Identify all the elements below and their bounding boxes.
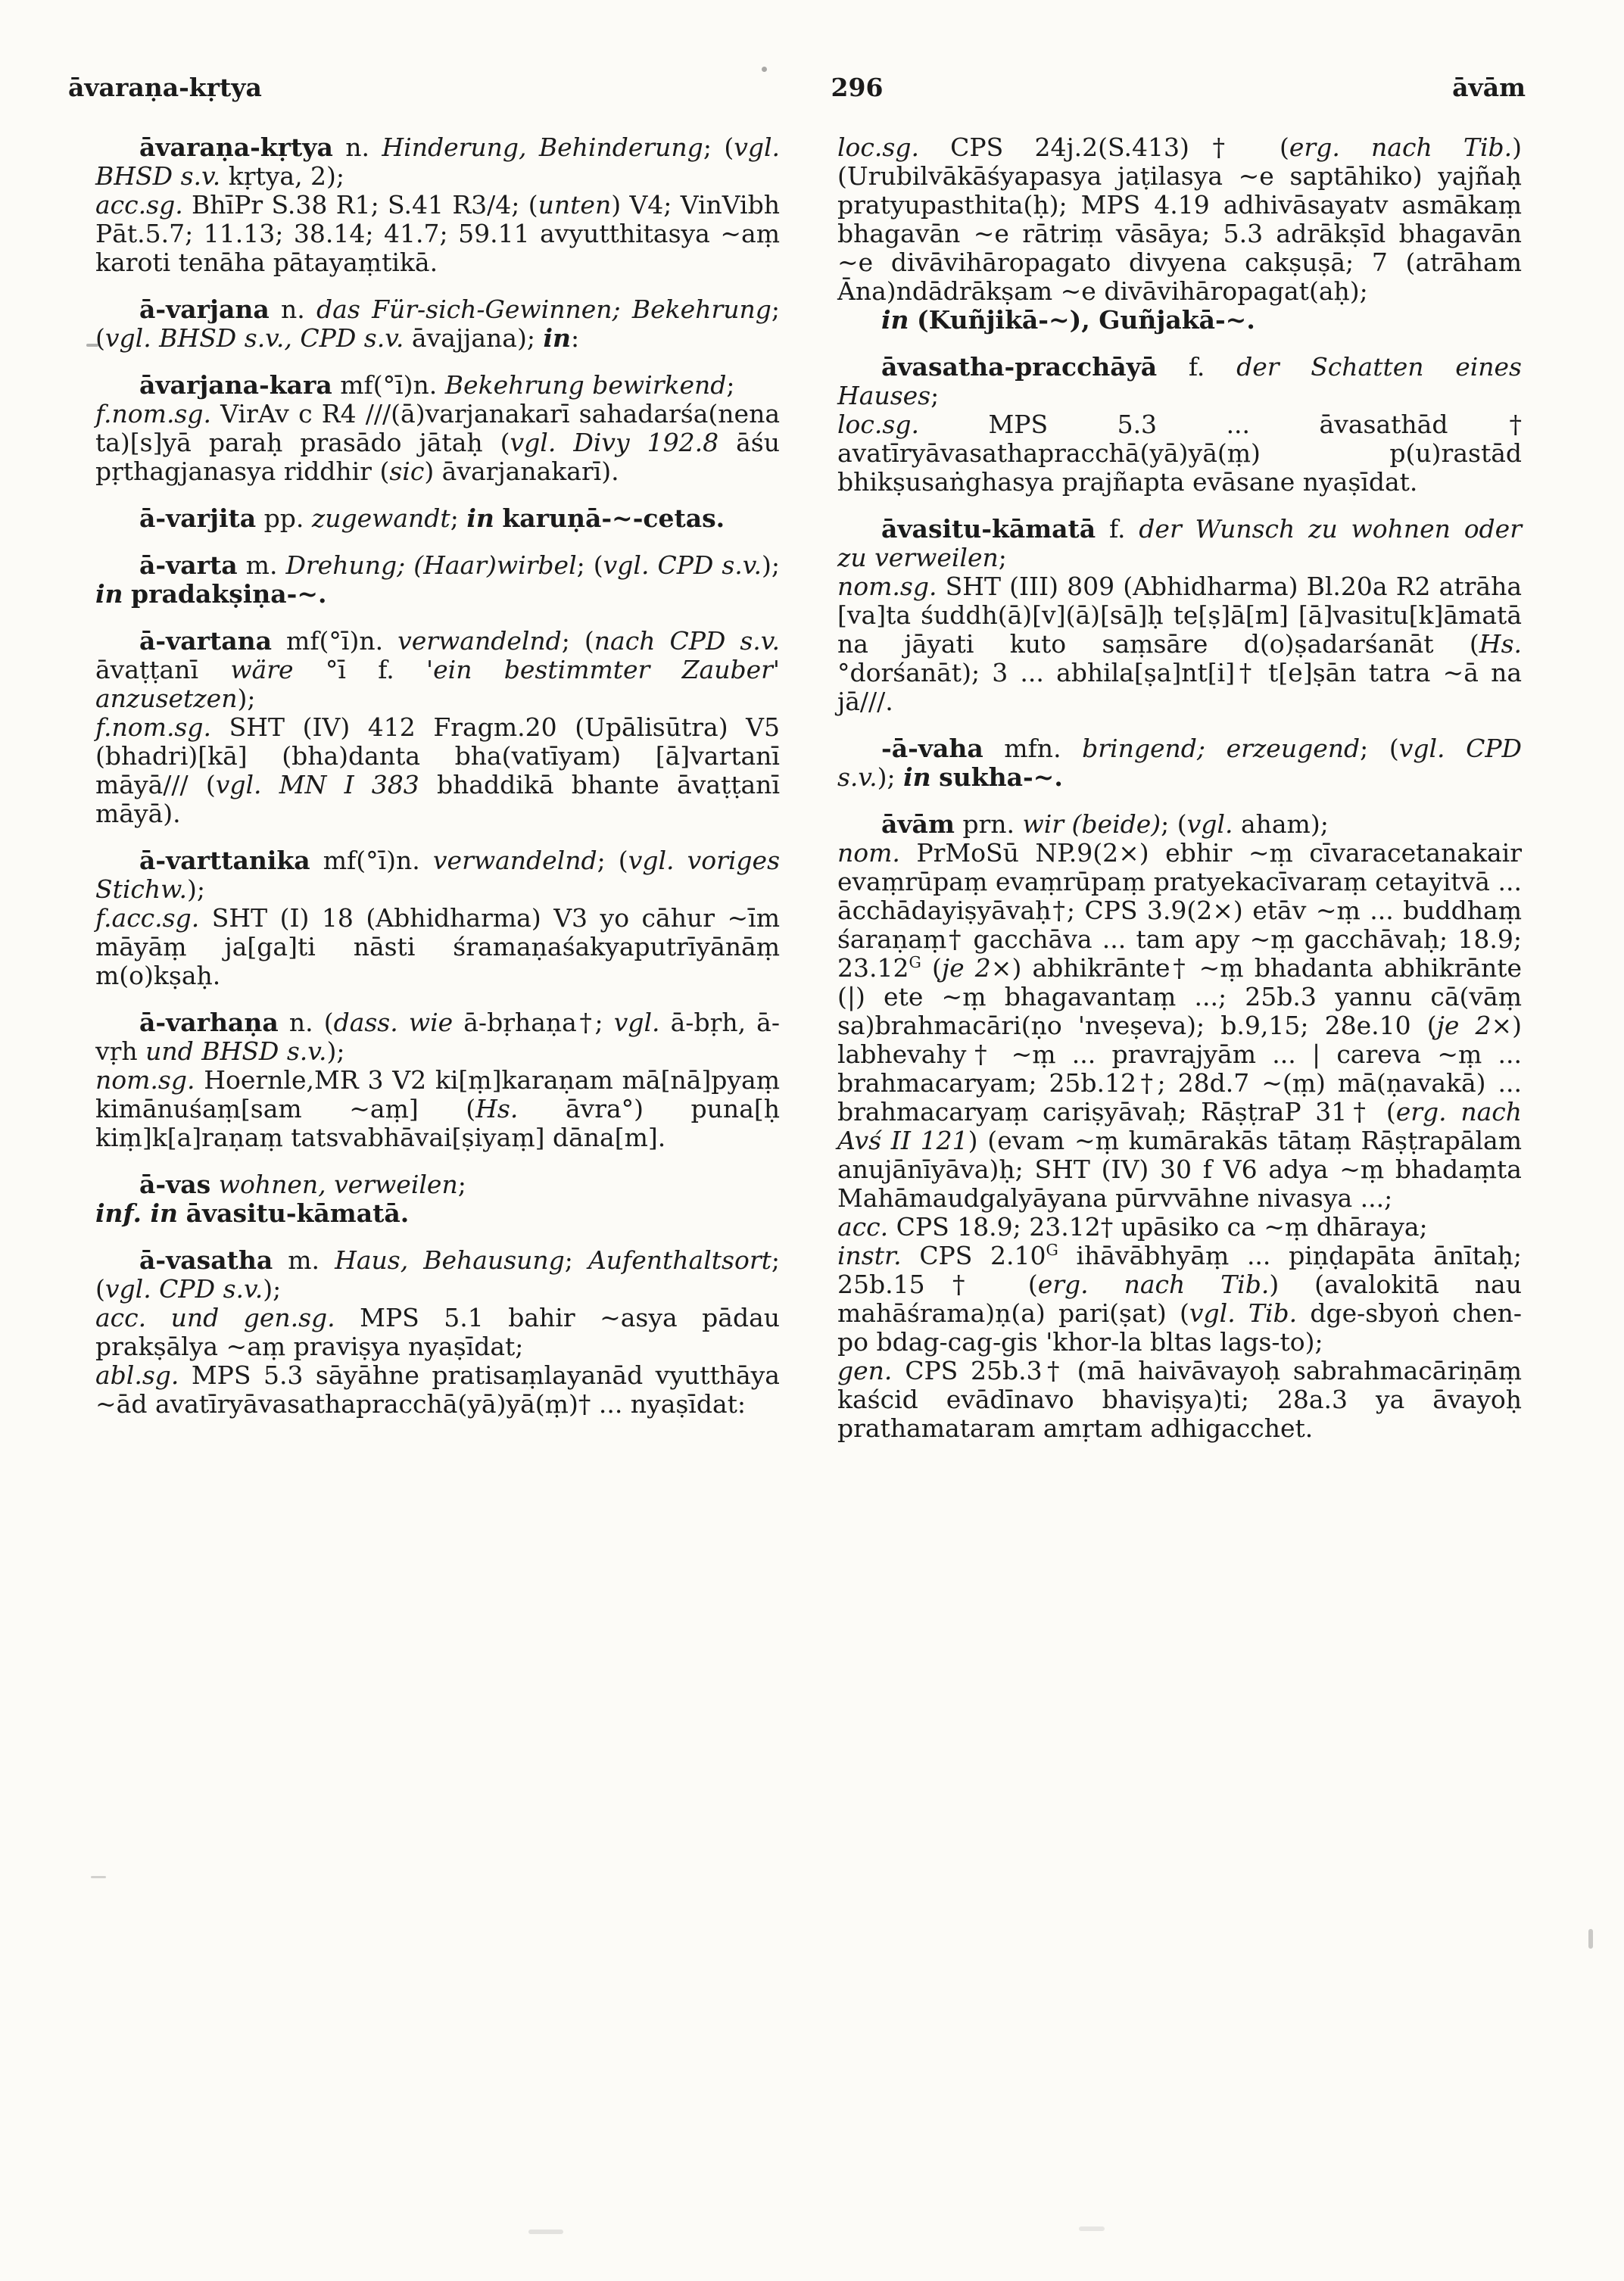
body-text: ); [326,1036,345,1066]
body-text: n. [269,294,317,324]
body-text: mf(°ī)n. [272,626,398,656]
grammar-label-text: und BHSD s.v. [145,1036,327,1066]
grammar-label-text: der Schatten eines Hauses [837,352,1522,410]
entry-avam-acc [837,1213,1522,1242]
grammar-label-text: sic [389,457,425,486]
entry-a-vasatha [95,1246,780,1304]
body-text [931,762,940,792]
grammar-label-text: dass. wie [333,1008,454,1037]
body-text: ; [450,503,467,533]
entry-a-vartana [95,627,780,713]
entry-a-vasatha-acc [95,1304,780,1361]
in-reference-label: in [543,323,571,353]
grammar-label-text: Aufenthaltsort [588,1245,771,1275]
body-text: ; [564,1245,588,1275]
grammar-label-text: Drehung; (Haar)wirbel [285,550,577,580]
body-text: pp. [256,503,312,533]
body-text: ) (evam ~ṃ kumārakās tātaṃ Rāṣṭrapālam anujānīyāva)ḥ; SHT (IV) 30 f V6 adya ~ṃ bhadaṃta Mahāmaudgalyāyana pūrvvāhne nivasya ...; [837,1126,1522,1213]
grammar-label-text: unten [538,190,612,220]
scan-artifact [86,344,98,347]
grammar-label-text: erg. nach Avś II 121 [837,1097,1522,1155]
entry-a-vasatha-in [837,306,1522,335]
body-text: n. ( [278,1008,334,1037]
body-text: dge-sbyoṅ chen-po bdag-cag-gis 'khor-la bltas lags-to); [837,1298,1523,1357]
body-text: aham); [1233,809,1329,839]
grammar-label-text: nom.sg. [837,572,937,601]
entry-a-vas [95,1170,780,1199]
headword-text: āvasitu-kāmatā. [185,1198,410,1228]
headword-text: āvasatha-pracchāyā [881,352,1158,382]
grammar-label-text: Hs. [1479,629,1522,659]
body-text: ); [263,1274,282,1304]
running-header [68,73,1526,102]
headword-text: pradakṣiṇa-~. [131,579,327,609]
headword-text: (Kuñjikā-~), Guñjakā-~. [917,305,1255,335]
headword-text: āvasitu-kāmatā [881,514,1096,544]
grammar-label-text: das Für-sich-Gewinnen; Bekehrung [316,294,771,324]
entry-a-varjita [95,504,780,533]
body-text: mf(°ī)n. [310,846,433,875]
body-text [178,1198,186,1228]
body-text: ) (avalokitā nau mahāśrama)ṇ(a) pari(ṣat) ( [837,1270,1522,1328]
body-text: ) V4; VinVibh Pāt.5.7; 11.13; 38.14; 41.7; 59.11 avyutthitasya ~aṃ karoti tenāha pātayaṃtikā. [95,190,780,277]
header-catchword-right: āvām [1452,73,1526,102]
body-text: ); [237,684,256,713]
headword-text: āvarjana-kara [139,370,332,400]
scan-artifact [1588,1929,1593,1949]
grammar-label-text: nom. [837,838,900,868]
entry-avarana-krtya [95,133,780,191]
entry-avarana-krtya-forms [95,191,780,277]
scan-artifact [762,67,767,72]
body-text: ; ( [597,846,628,875]
body-text [210,1170,219,1199]
grammar-label-text: nom.sg. [95,1065,195,1095]
entry-a-vasatha-loc [837,133,1522,306]
grammar-label-text: loc.sg. [837,132,919,162]
headword-text: ā-vas [139,1170,211,1199]
grammar-label-text: instr. [837,1241,902,1270]
in-reference-label: in [95,579,123,609]
in-reference-label: in [466,503,494,533]
body-text: BhīPr S.38 R1; S.41 R3/4; ( [182,190,538,220]
entry-a-varhana-forms [95,1066,780,1152]
body-text: m. [273,1245,335,1275]
body-text: ) āvarjanakarī). [424,457,619,486]
grammar-label-text: wohnen, verweilen [218,1170,458,1199]
body-text: ; [726,370,735,400]
entry-a-varjana [95,295,780,353]
entry-avam-nom [837,839,1522,1213]
grammar-label-text: vgl. CPD s.v. [104,1274,263,1304]
grammar-label-text: abl.sg. [95,1360,179,1390]
grammar-label-text: acc. [837,1212,889,1242]
body-text: prn. [954,809,1023,839]
in-reference-label: inf. in [95,1198,179,1228]
grammar-label-text: vgl. BHSD s.v., CPD s.v. [104,323,404,353]
body-text: SHT (I) 18 (Abhidharma) V3 yo cāhur ~īm māyāṃ ja[ga]ti nāsti śramaṇaśakyaputrīyānāṃ m(o)kṣaḥ. [95,903,780,990]
headword-text: ā-varjana [139,294,270,324]
entry-a-vartana-forms [95,713,780,828]
body-text: ā-bṛh, ā-vṛh [95,1008,780,1066]
grammar-label-text: loc.sg. [837,410,919,439]
body-text: SHT (IV) 412 Fragm.20 (Upālisūtra) V5 (bhadri)[kā] (bha)danta bha(vatīyam) [ā]vartanī māyā/// ( [95,712,780,799]
body-text: CPS 2.10 [901,1241,1046,1270]
body-text: bhaddikā bhante āvaṭṭanī māyā). [95,770,780,828]
body-text: Hoernle,MR 3 V2 ki[ṃ]karaṇam mā[nā]pyaṃ kimānuśaṃ[sam ~aṃ] ( [95,1065,780,1123]
entry-a-vaha [837,734,1522,792]
body-text: ; [457,1170,466,1199]
body-text: m. [237,550,286,580]
grammar-label-text: f.nom.sg. [95,399,211,428]
headword-text: ā-varttanika [139,846,310,875]
header-page-number: 296 [831,73,884,102]
body-text: CPS 18.9; 23.12† upāsiko ca ~ṃ dhāraya; [888,1212,1428,1242]
grammar-label-text: vgl. Tib. [1189,1298,1298,1328]
grammar-label-text: der Wunsch zu wohnen oder zu verweilen [837,514,1522,572]
grammar-label-text: vgl. [613,1008,660,1037]
grammar-label-text: verwandelnd [397,626,562,656]
grammar-label-text: acc. und gen.sg. [95,1303,335,1332]
scan-artifact [1079,2226,1105,2231]
body-text: ; ( [1360,734,1399,763]
grammar-label-text: bringend; erzeugend [1082,734,1361,763]
entry-a-varta [95,551,780,609]
grammar-label-text: Hinderung, Behinderung [382,132,703,162]
headword-text: ā-vasatha [139,1245,273,1275]
body-text: kṛtya, 2); [220,161,345,191]
headword-text: āvām [881,809,955,839]
grammar-label-text: Haus, Behausung [335,1245,565,1275]
body-text: ; ( [95,1245,780,1304]
grammar-label-text: zugewandt [311,503,450,533]
headword-text: ā-vartana [139,626,273,656]
entry-avam [837,810,1522,839]
grammar-label-text: gen. [837,1356,893,1385]
entry-a-vasatha-abl [95,1361,780,1419]
body-text: PrMoSū NP.9(2×) ebhir ~ṃ cīvaracetanakair evaṃrūpaṃ evaṃrūpaṃ pratyekacīvaraṃ cetayitvā ... ācchādayiṣyāvaḥ†; CPS 3.9(2×) etāv ~ṃ ... buddhaṃ śaraṇaṃ† gacchāva ... tam apy ~ṃ gacchāvaḥ; 18.9; 23.12 [837,838,1522,983]
entry-avarjana-kara [95,371,780,400]
grammar-label-text: vgl. [1186,809,1233,839]
grammar-label-text: f.acc.sg. [95,903,200,933]
body-text: ; [930,381,940,410]
in-reference-label: in [881,305,909,335]
headword-text: ā-varhaṇa [139,1008,279,1037]
entry-a-vas-forms [95,1199,780,1228]
body-text [494,503,503,533]
body-text: ; ( [561,626,594,656]
body-text: ) abhikrānte† ~ṃ bhadanta abhikrānte (|) ete ~ṃ bhagavantaṃ ...; 25b.3 yannu cā(vāṃ sa)brahmacāri(ṇo 'nveṣeva); b.9,15; 28e.10 ( [837,953,1522,1040]
body-text: °ī f. [293,655,427,684]
body-text: °dorśanāt); 3 ... abhila[ṣa]nt[i]† t[e]ṣān tatra ~ā na jā///. [837,658,1522,716]
body-text: ; ( [576,550,603,580]
body-text: f. [1096,514,1139,544]
headword-text: ā-varta [139,550,238,580]
grammar-label-text: je 2× [1436,1011,1513,1040]
grammar-label-text: vgl. Divy 192.8 [510,428,719,457]
grammar-label-text: wir (beide) [1022,809,1161,839]
body-text: VirAv c R4 ///(ā)varjanakarī sahadarśa(nena ta)[s]yā paraḥ prasādo jātaḥ ( [95,399,780,457]
entry-a-varhana [95,1008,780,1066]
in-reference-label: in [903,762,931,792]
left-column [95,133,780,1443]
grammar-label-text: erg. nach Tib. [1289,132,1513,162]
entry-avasatha-pracchaya [837,353,1522,410]
grammar-label-text: vgl. voriges Stichw. [95,846,781,904]
entry-avasatha-pracchaya-forms [837,410,1522,497]
body-text: ā-bṛhaṇa†; [453,1008,614,1037]
body-text: SHT (III) 809 (Abhidharma) Bl.20a R2 atrāha [va]ta śuddh(ā)[v](ā)[sā]ḥ te[ṣ]ā[m] [ā]vasitu[k]āmatā na jāyati kuto saṃsāre d(o)ṣadarśanāt ( [837,572,1522,659]
grammar-label-text: 'ein bestimmter Zauber' anzusetzen [95,655,780,713]
grammar-label-text: verwandelnd [432,846,597,875]
body-text [909,305,918,335]
body-text: ; ( [1161,809,1187,839]
body-text: ; ( [95,294,780,353]
superscript-letter: G [909,953,921,971]
superscript-letter: G [1046,1241,1058,1259]
headword-text: sukha-~. [939,762,1063,792]
body-text: āvaṭṭanī [95,655,231,684]
body-text: ihāvābhyāṃ ... piṇḍapāta ānītaḥ; 25b.15† ( [837,1241,1522,1299]
right-column [837,133,1522,1443]
body-text: āvra°) puna[ḥ kiṃ]k[a]raṇaṃ tatsvabhāvai[ṣiyaṃ] dāna[m]. [95,1094,780,1152]
body-text: ); [877,762,904,792]
headword-text: ā-varjita [139,503,257,533]
scan-artifact [91,1876,106,1878]
headword-text: karuṇā-~-cetas. [502,503,725,533]
headword-text: -ā-vaha [881,734,983,763]
body-text: ) (Urubilvākāśyapasya jaṭilasya ~e saptāhiko) yajñaḥ pratyupasthita(ḥ); MPS 4.19 adhivāsayatv asmākaṃ bhagavān ~e rātriṃ vāsāya; 5.3 adrākṣīd bhagavān ~e divāvihāropagato divyena cakṣuṣā; 7 (atrāham Āna)ndādrākṣam ~e divāvihāropagat(aḥ); [837,132,1522,306]
body-text: ; ( [703,132,734,162]
body-text: MPS 5.1 bahir ~asya pādau prakṣālya ~aṃ praviṣya nyaṣīdat; [95,1303,781,1361]
entry-avasitu-kamata-forms [837,572,1522,716]
entry-a-varttanika-forms [95,904,780,990]
entry-avarjana-kara-forms [95,400,780,486]
grammar-label-text: erg. nach Tib. [1037,1270,1270,1299]
body-text: ) labhevahy† ~ṃ ... pravrajyām ... | careva ~ṃ ... brahmacaryam; 25b.12†; 28d.7 ~(ṃ) mā(ṇavakā) ... brahmacaryaṃ cariṣyāvaḥ; RāṣṭraP 31† ( [837,1011,1522,1126]
entry-a-varttanika [95,846,780,904]
grammar-label-text: vgl. CPD s.v. [837,734,1523,792]
grammar-label-text: acc.sg. [95,190,183,220]
body-text: ; [998,543,1007,572]
entry-avam-instr [837,1242,1522,1357]
body-text: ); [762,550,780,580]
body-text: āvajjana); [404,323,544,353]
body-text: mf(°ī)n. [332,370,445,400]
body-text: MPS 5.3 ... āvasathād† avatīryāvasathapracchā(yā)yā(ṃ) p(u)rastād bhikṣusaṅghasya prajñapta evāsane nyaṣīdat. [837,410,1522,497]
header-catchword-left: āvaraṇa-kṛtya [68,73,262,102]
headword-text: āvaraṇa-kṛtya [139,132,333,162]
grammar-label-text: wäre [230,655,294,684]
grammar-label-text: je 2× [941,953,1012,983]
grammar-label-text: vgl. MN I 383 [215,770,419,799]
grammar-label-text: vgl. BHSD s.v. [95,132,781,191]
entry-avam-gen [837,1357,1522,1443]
grammar-label-text: vgl. CPD s.v. [603,550,762,580]
scan-artifact [528,2230,563,2234]
grammar-label-text: f.nom.sg. [95,712,211,742]
body-text: mfn. [983,734,1083,763]
grammar-label-text: Bekehrung bewirkend [444,370,727,400]
text-columns [95,133,1522,1443]
body-text [123,579,132,609]
body-text: āśu pṛthagjanasya riddhir ( [95,428,780,486]
grammar-label-text: Hs. [475,1094,519,1123]
body-text: ( [921,953,942,983]
body-text: n. [332,132,382,162]
body-text: f. [1157,352,1237,382]
body-text: ); [186,874,205,904]
grammar-label-text: nach CPD s.v. [594,626,780,656]
body-text: MPS 5.3 sāyāhne pratisaṃlayanād vyutthāya ~ād avatīryāvasathapracchā(yā)yā(ṃ)† ... nyaṣīdat: [95,1360,780,1419]
body-text: CPS 24j.2(S.413)† ( [918,132,1289,162]
body-text: CPS 25b.3† (mā haivāvayoḥ sabrahmacāriṇāṃ kaścid evādīnavo bhaviṣya)ti; 28a.3 ya āvayoḥ prathamataram amṛtam adhigacchet. [837,1356,1522,1443]
entry-avasitu-kamata [837,515,1522,572]
body-text: : [571,323,580,353]
